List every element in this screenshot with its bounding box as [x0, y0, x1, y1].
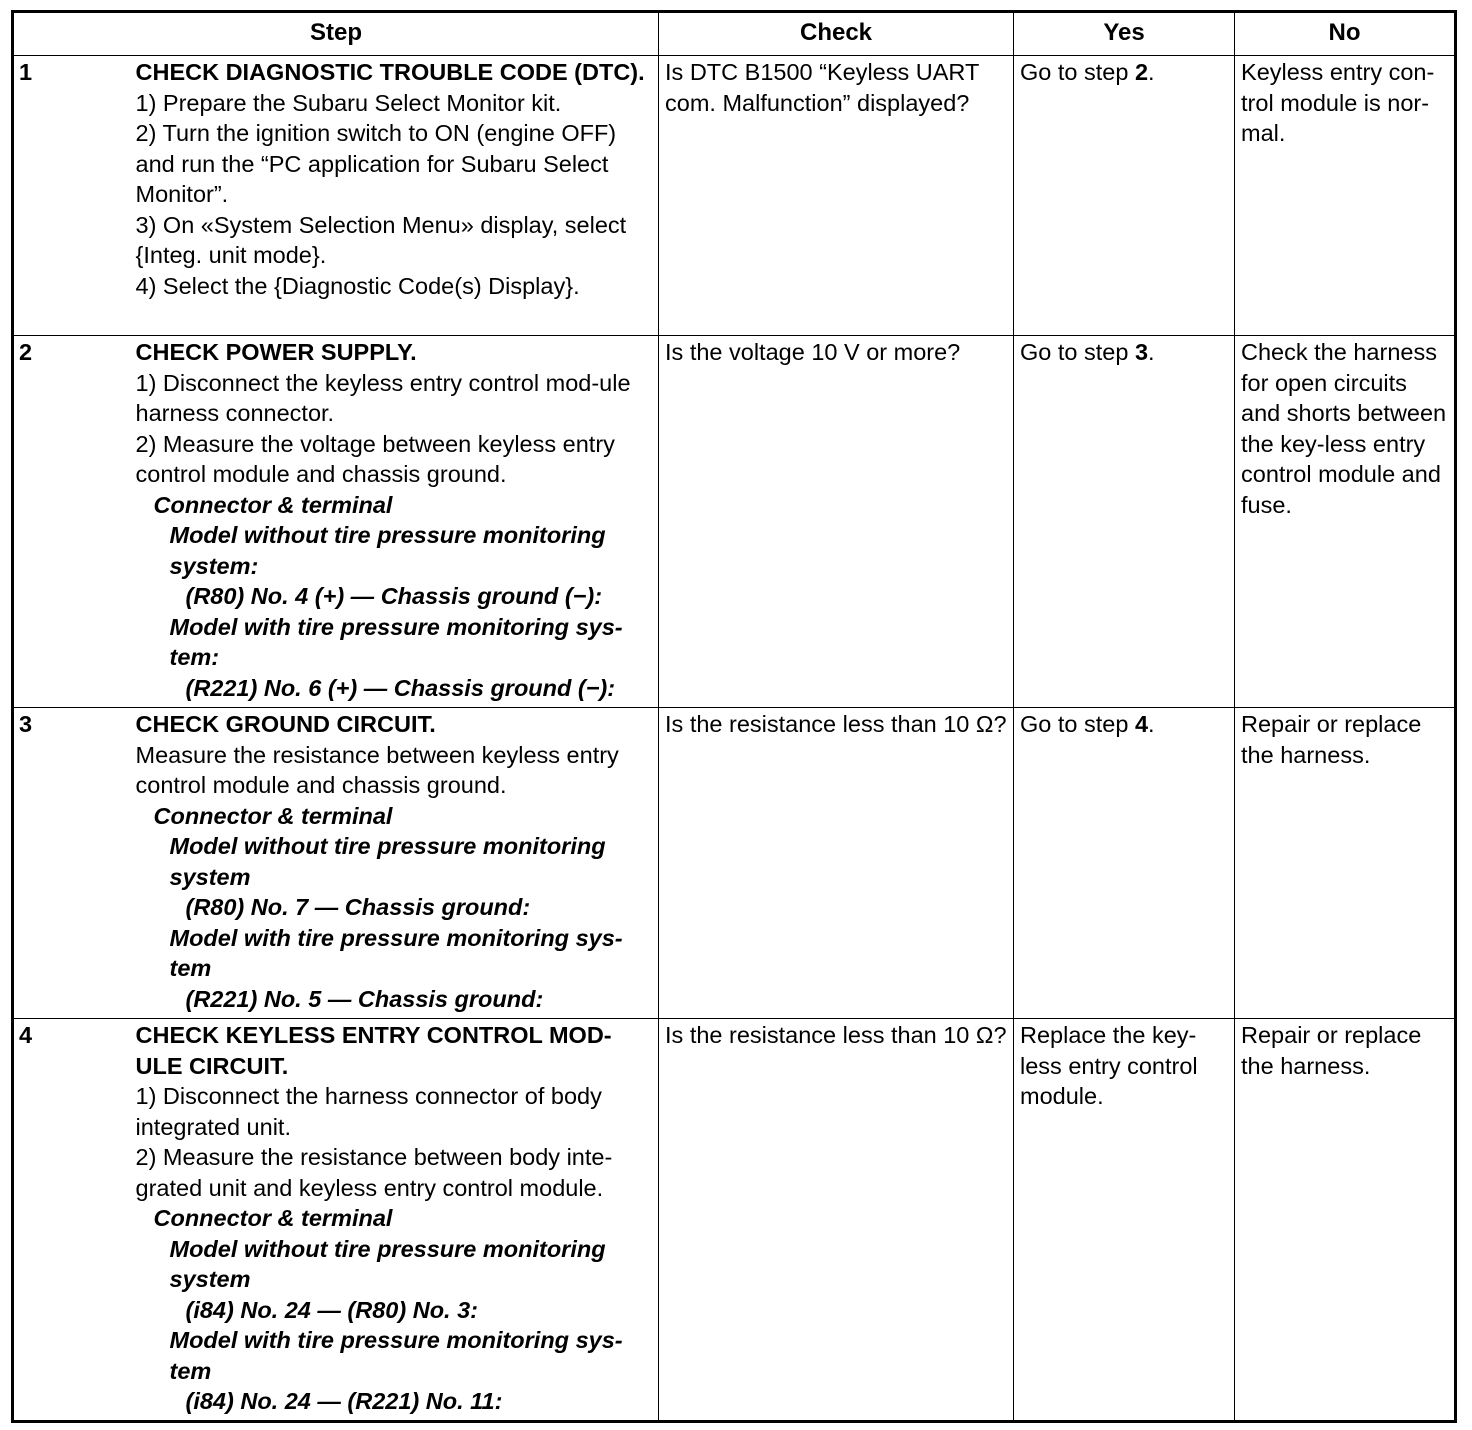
no-cell: Repair or replace the harness. — [1235, 708, 1456, 1019]
yes-text-end: . — [1148, 59, 1155, 85]
terminal-spec: (R221) No. 5 — Chassis ground: — [185, 985, 544, 1012]
yes-step-ref: 2 — [1134, 59, 1149, 85]
step-title: CHECK GROUND CIRCUIT. — [135, 711, 436, 737]
terminal-spec: (R80) No. 7 — Chassis ground: — [185, 894, 531, 920]
header-check: Check — [659, 12, 1014, 56]
connector-terminal-label: Connector & terminal — [153, 1205, 393, 1231]
step-instruction: 2) Turn the ignition switch to ON (engine OFF) and run the “PC application for Subaru Select Monitor”. — [135, 120, 617, 207]
yes-cell — [1014, 336, 1235, 708]
step-title: CHECK DIAGNOSTIC TROUBLE CODE (DTC). — [135, 59, 645, 85]
check-cell: Is the resistance less than 10 Ω? — [659, 708, 1014, 1019]
terminal-spec: (i84) No. 24 — (R221) No. 11: — [185, 1388, 503, 1414]
terminal-spec: (R80) No. 4 (+) — Chassis ground (−): — [185, 583, 603, 609]
step-instruction: 1) Disconnect the harness connector of body integrated unit. — [135, 1083, 602, 1140]
table-row — [13, 708, 1456, 1019]
yes-text-end: . — [1148, 711, 1155, 737]
step-procedure — [136, 336, 659, 708]
step-number: 3 — [13, 708, 136, 1019]
header-step: Step — [13, 12, 659, 56]
yes-text: Go to step — [1020, 59, 1135, 85]
no-cell: Check the harness for open circuits and shorts between the key-less entry control module and fuse. — [1235, 336, 1456, 708]
terminal-spec: (R221) No. 6 (+) — Chassis ground (−): — [185, 674, 616, 701]
diagnostic-table — [11, 10, 1457, 1423]
connector-terminal-label: Connector & terminal — [153, 802, 393, 829]
table-row — [13, 336, 1456, 708]
check-cell: Is DTC B1500 “Keyless UART com. Malfunction” displayed? — [659, 56, 1014, 336]
yes-cell: Replace the key-less entry control module. — [1014, 1019, 1235, 1422]
step-procedure — [136, 56, 659, 336]
table-row — [13, 56, 1456, 336]
step-instruction: 3) On «System Selection Menu» display, select {Integ. unit mode}. — [135, 211, 627, 268]
check-cell: Is the resistance less than 10 Ω? — [659, 1019, 1014, 1422]
step-number: 1 — [13, 56, 136, 336]
model-label: Model without tire pressure monitoring system: — [169, 522, 606, 579]
yes-cell — [1014, 56, 1235, 336]
step-number: 4 — [13, 1019, 136, 1422]
header-row — [13, 12, 1456, 56]
yes-step-ref: 3 — [1134, 339, 1149, 365]
step-instruction: 1) Disconnect the keyless entry control mod-ule harness connector. — [135, 369, 631, 426]
no-cell: Repair or replace the harness. — [1235, 1019, 1456, 1422]
yes-text: Go to step — [1020, 711, 1135, 737]
terminal-spec: (i84) No. 24 — (R80) No. 3: — [185, 1296, 478, 1323]
table-row — [13, 1019, 1456, 1422]
model-label: Model without tire pressure monitoring system — [169, 1235, 606, 1292]
model-label: Model with tire pressure monitoring sys-tem: — [169, 613, 623, 670]
step-procedure — [136, 1019, 659, 1422]
check-cell: Is the voltage 10 V or more? — [659, 336, 1014, 708]
header-no: No — [1235, 12, 1456, 56]
step-instruction: Measure the resistance between keyless entry control module and chassis ground. — [135, 741, 619, 798]
step-instruction: 1) Prepare the Subaru Select Monitor kit. — [135, 89, 562, 116]
step-procedure — [136, 708, 659, 1019]
step-title: CHECK KEYLESS ENTRY CONTROL MOD-ULE CIRCUIT. — [135, 1022, 612, 1079]
step-instruction: 4) Select the {Diagnostic Code(s) Display}. — [135, 272, 580, 299]
model-label: Model with tire pressure monitoring sys-tem — [169, 1327, 623, 1384]
model-label: Model with tire pressure monitoring sys-tem — [169, 924, 623, 981]
no-cell: Keyless entry con-trol module is nor-mal. — [1235, 56, 1456, 336]
model-label: Model without tire pressure monitoring system — [169, 833, 606, 890]
connector-terminal-label: Connector & terminal — [153, 491, 393, 518]
yes-cell — [1014, 708, 1235, 1019]
header-yes: Yes — [1014, 12, 1235, 56]
step-number: 2 — [13, 336, 136, 708]
step-title: CHECK POWER SUPPLY. — [135, 339, 417, 365]
yes-text: Go to step — [1020, 339, 1135, 365]
step-instruction: 2) Measure the resistance between body inte-grated unit and keyless entry control module. — [135, 1144, 613, 1201]
yes-text-end: . — [1148, 339, 1155, 365]
step-instruction: 2) Measure the voltage between keyless entry control module and chassis ground. — [135, 430, 615, 487]
yes-step-ref: 4 — [1134, 711, 1149, 737]
